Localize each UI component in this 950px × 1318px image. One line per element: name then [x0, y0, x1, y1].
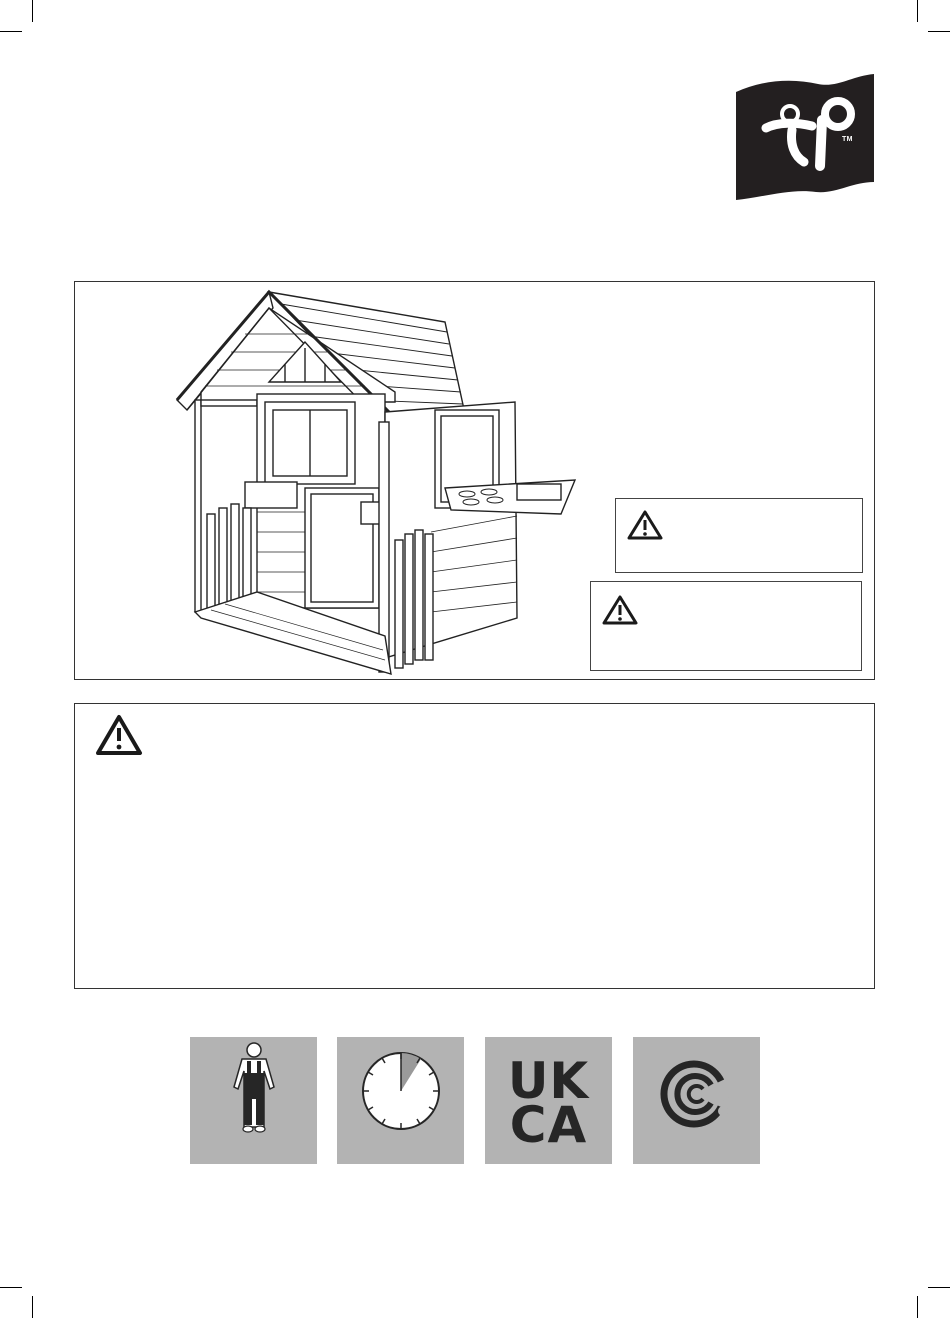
crop-mark: [0, 31, 22, 32]
main-warning-box: [74, 703, 875, 989]
assembly-time-clock-icon: [337, 1037, 464, 1164]
ukca-line-1: UK: [507, 1052, 590, 1110]
ukca-line-2: CA: [509, 1096, 588, 1154]
ukca-mark: [485, 1037, 612, 1164]
crop-mark: [917, 1296, 918, 1318]
warning-triangle-icon: [94, 713, 144, 757]
warning-triangle-icon: [601, 594, 639, 626]
crop-mark: [32, 1296, 33, 1318]
trademark-symbol: TM: [842, 136, 853, 143]
small-warning-box-2: [590, 581, 862, 671]
small-warning-box-1: [615, 498, 863, 573]
playhouse-illustration: [165, 282, 595, 680]
choking-hazard-icon: [633, 1037, 760, 1164]
crop-mark: [32, 0, 33, 22]
crop-mark: [0, 1287, 22, 1288]
crop-mark: [928, 31, 950, 32]
product-illustration-box: [74, 281, 875, 680]
crop-mark: [928, 1287, 950, 1288]
adult-assembly-icon: [190, 1037, 317, 1164]
warning-triangle-icon: [626, 509, 664, 541]
crop-mark: [917, 0, 918, 22]
tp-logo: [732, 70, 878, 202]
